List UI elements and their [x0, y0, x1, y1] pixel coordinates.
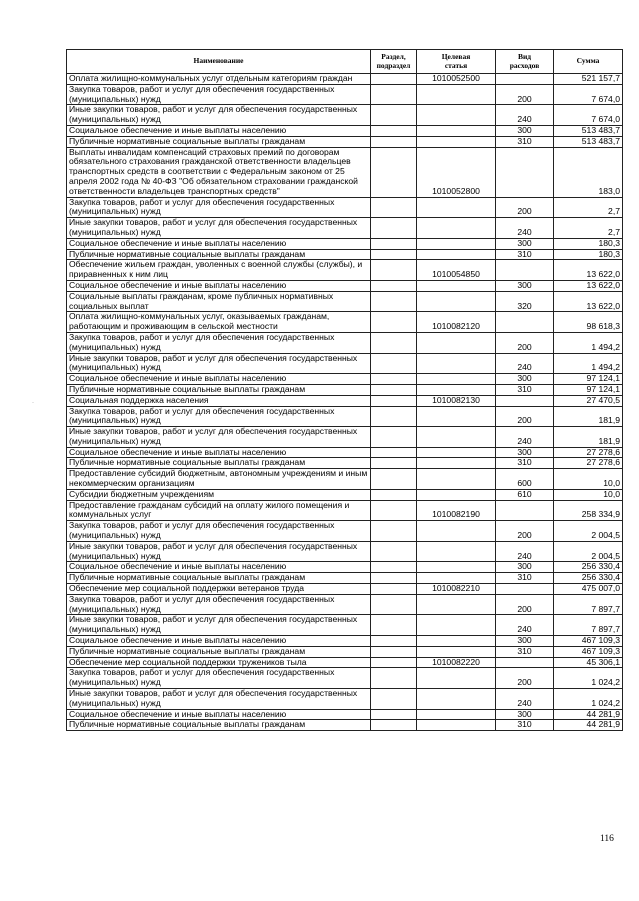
table-row	[67, 469, 623, 490]
row-kind: 200	[496, 668, 554, 689]
table-row	[67, 521, 623, 542]
row-kind: 240	[496, 353, 554, 374]
row-target	[417, 136, 496, 147]
table-row	[67, 458, 623, 469]
row-sum: 27 278,6	[554, 447, 623, 458]
row-sum: 2 004,5	[554, 521, 623, 542]
row-section	[371, 395, 417, 406]
row-target	[417, 668, 496, 689]
row-target	[417, 238, 496, 249]
row-section	[371, 332, 417, 353]
row-kind	[496, 312, 554, 333]
row-name: Обеспечение мер социальной поддержки тружеников тыла	[67, 657, 371, 668]
row-section	[371, 197, 417, 218]
row-name: Иные закупки товаров, работ и услуг для обеспечения государственных (муниципальных) нужд	[67, 541, 371, 562]
row-sum: 256 330,4	[554, 562, 623, 573]
table-row	[67, 594, 623, 615]
row-kind: 300	[496, 636, 554, 647]
table-row	[67, 136, 623, 147]
row-name: Предоставление гражданам субсидий на оплату жилого помещения и коммунальных услуг	[67, 500, 371, 521]
table-body	[67, 74, 623, 731]
row-section	[371, 594, 417, 615]
row-kind: 300	[496, 125, 554, 136]
row-sum: 97 124,1	[554, 384, 623, 395]
row-target	[417, 720, 496, 731]
row-name: Социальная поддержка населения	[67, 395, 371, 406]
row-sum: 2,7	[554, 218, 623, 239]
row-section	[371, 573, 417, 584]
row-sum: 1 024,2	[554, 668, 623, 689]
row-target	[417, 646, 496, 657]
row-kind: 240	[496, 541, 554, 562]
row-section	[371, 668, 417, 689]
table-row	[67, 406, 623, 427]
row-section	[371, 469, 417, 490]
row-name: Закупка товаров, работ и услуг для обеспечения государственных (муниципальных) нужд	[67, 197, 371, 218]
table-row	[67, 238, 623, 249]
row-sum: 513 483,7	[554, 125, 623, 136]
row-section	[371, 136, 417, 147]
table-row	[67, 657, 623, 668]
table-row	[67, 374, 623, 385]
row-kind: 300	[496, 374, 554, 385]
row-name: Закупка товаров, работ и услуг для обеспечения государственных (муниципальных) нужд	[67, 406, 371, 427]
table-row	[67, 720, 623, 731]
header-section: Раздел, подраздел	[371, 50, 417, 74]
budget-document	[66, 49, 622, 731]
row-section	[371, 657, 417, 668]
row-name: Социальные выплаты гражданам, кроме публичных нормативных социальных выплат	[67, 291, 371, 312]
row-target	[417, 636, 496, 647]
row-name: Оплата жилищно-коммунальных услуг отдельным категориям граждан	[67, 74, 371, 85]
row-sum: 181,9	[554, 406, 623, 427]
row-kind: 310	[496, 646, 554, 657]
row-kind: 200	[496, 594, 554, 615]
row-kind: 200	[496, 521, 554, 542]
row-target	[417, 384, 496, 395]
row-section	[371, 384, 417, 395]
row-sum: 27 278,6	[554, 458, 623, 469]
table-row	[67, 395, 623, 406]
row-sum: 1 024,2	[554, 689, 623, 710]
row-section	[371, 84, 417, 105]
row-sum: 475 007,0	[554, 584, 623, 595]
row-name: Иные закупки товаров, работ и услуг для обеспечения государственных (муниципальных) нужд	[67, 615, 371, 636]
row-name: Социальное обеспечение и иные выплаты населению	[67, 636, 371, 647]
row-name: Закупка товаров, работ и услуг для обеспечения государственных (муниципальных) нужд	[67, 521, 371, 542]
table-row	[67, 689, 623, 710]
row-section	[371, 353, 417, 374]
row-target	[417, 105, 496, 126]
row-section	[371, 249, 417, 260]
row-section	[371, 500, 417, 521]
row-kind: 300	[496, 238, 554, 249]
row-name: Публичные нормативные социальные выплаты гражданам	[67, 720, 371, 731]
row-kind: 240	[496, 427, 554, 448]
row-sum: 7 897,7	[554, 615, 623, 636]
row-name: Выплаты инвалидам компенсаций страховых премий по договорам обязательного страхования гражданской ответственности владельцев транспортных средств в соответствии с Федеральным законом от 25 апреля 2002 года № 40-ФЗ "Об обязательном страховании гражданской ответственности владельцев транспортных средств"	[67, 147, 371, 197]
table-row	[67, 125, 623, 136]
row-name: Публичные нормативные социальные выплаты гражданам	[67, 573, 371, 584]
budget-table	[66, 49, 623, 731]
row-target	[417, 406, 496, 427]
row-section	[371, 374, 417, 385]
row-name: Социальное обеспечение и иные выплаты населению	[67, 447, 371, 458]
table-row	[67, 332, 623, 353]
row-kind: 200	[496, 197, 554, 218]
table-row	[67, 573, 623, 584]
row-section	[371, 218, 417, 239]
table-row	[67, 218, 623, 239]
row-kind: 300	[496, 709, 554, 720]
row-sum: 44 281,9	[554, 709, 623, 720]
row-sum: 2 004,5	[554, 541, 623, 562]
table-row	[67, 709, 623, 720]
row-name: Публичные нормативные социальные выплаты гражданам	[67, 646, 371, 657]
row-name: Предоставление субсидий бюджетным, автономным учреждениям и иным некоммерческим организациям	[67, 469, 371, 490]
row-name: Публичные нормативные социальные выплаты гражданам	[67, 249, 371, 260]
row-name: Оплата жилищно-коммунальных услуг, оказываемых гражданам, работающим и проживающим в сельской местности	[67, 312, 371, 333]
table-row	[67, 197, 623, 218]
row-target	[417, 689, 496, 710]
table-row	[67, 584, 623, 595]
row-sum: 44 281,9	[554, 720, 623, 731]
header-name: Наименование	[67, 50, 371, 74]
row-kind: 310	[496, 573, 554, 584]
row-target	[417, 84, 496, 105]
row-target	[417, 521, 496, 542]
row-name: Социальное обеспечение и иные выплаты населению	[67, 125, 371, 136]
row-section	[371, 709, 417, 720]
table-row	[67, 500, 623, 521]
table-row	[67, 427, 623, 448]
row-section	[371, 238, 417, 249]
row-sum: 13 622,0	[554, 291, 623, 312]
row-sum: 27 470,5	[554, 395, 623, 406]
row-section	[371, 541, 417, 562]
row-target: 1010052500	[417, 74, 496, 85]
row-target: 1010082190	[417, 500, 496, 521]
table-row	[67, 280, 623, 291]
row-section	[371, 291, 417, 312]
row-kind: 310	[496, 136, 554, 147]
row-section	[371, 260, 417, 281]
table-row	[67, 353, 623, 374]
row-target	[417, 573, 496, 584]
row-sum: 256 330,4	[554, 573, 623, 584]
row-kind: 300	[496, 280, 554, 291]
row-kind: 310	[496, 384, 554, 395]
row-name: Социальное обеспечение и иные выплаты населению	[67, 709, 371, 720]
table-row	[67, 291, 623, 312]
row-section	[371, 74, 417, 85]
row-kind	[496, 260, 554, 281]
page-number: 116	[600, 834, 614, 844]
row-kind: 300	[496, 562, 554, 573]
row-sum: 10,0	[554, 489, 623, 500]
row-name: Социальное обеспечение и иные выплаты населению	[67, 562, 371, 573]
row-target	[417, 427, 496, 448]
row-sum: 181,9	[554, 427, 623, 448]
row-kind: 240	[496, 689, 554, 710]
row-target	[417, 594, 496, 615]
header-kind: Вид расходов	[496, 50, 554, 74]
table-row	[67, 105, 623, 126]
table-row	[67, 249, 623, 260]
row-section	[371, 562, 417, 573]
row-kind: 200	[496, 332, 554, 353]
row-name: Закупка товаров, работ и услуг для обеспечения государственных (муниципальных) нужд	[67, 84, 371, 105]
table-row	[67, 260, 623, 281]
row-section	[371, 636, 417, 647]
table-row	[67, 636, 623, 647]
header-target: Целевая статья	[417, 50, 496, 74]
row-name: Иные закупки товаров, работ и услуг для обеспечения государственных (муниципальных) нужд	[67, 218, 371, 239]
row-name: Закупка товаров, работ и услуг для обеспечения государственных (муниципальных) нужд	[67, 332, 371, 353]
row-target: 1010082210	[417, 584, 496, 595]
row-section	[371, 521, 417, 542]
row-kind: 200	[496, 84, 554, 105]
row-target	[417, 562, 496, 573]
table-header-row	[67, 50, 623, 74]
row-section	[371, 280, 417, 291]
row-section	[371, 689, 417, 710]
row-sum: 521 157,7	[554, 74, 623, 85]
row-name: Обеспечение мер социальной поддержки ветеранов труда	[67, 584, 371, 595]
margin-mark: ·	[32, 400, 34, 406]
table-row	[67, 74, 623, 85]
row-sum: 7 674,0	[554, 84, 623, 105]
row-sum: 13 622,0	[554, 280, 623, 291]
row-target	[417, 469, 496, 490]
table-row	[67, 84, 623, 105]
row-name: Публичные нормативные социальные выплаты гражданам	[67, 136, 371, 147]
row-target	[417, 489, 496, 500]
row-kind: 240	[496, 218, 554, 239]
row-target	[417, 218, 496, 239]
row-section	[371, 447, 417, 458]
row-section	[371, 147, 417, 197]
row-section	[371, 458, 417, 469]
table-row	[67, 668, 623, 689]
row-sum: 10,0	[554, 469, 623, 490]
row-section	[371, 312, 417, 333]
row-kind: 310	[496, 249, 554, 260]
row-target	[417, 332, 496, 353]
row-sum: 467 109,3	[554, 646, 623, 657]
row-name: Иные закупки товаров, работ и услуг для обеспечения государственных (муниципальных) нужд	[67, 105, 371, 126]
row-target	[417, 615, 496, 636]
row-kind	[496, 500, 554, 521]
row-name: Обеспечение жильем граждан, уволенных с военной службы (службы), и приравненных к ним лиц	[67, 260, 371, 281]
row-sum: 97 124,1	[554, 374, 623, 385]
table-row	[67, 615, 623, 636]
row-target	[417, 458, 496, 469]
row-target: 1010052800	[417, 147, 496, 197]
row-target	[417, 374, 496, 385]
row-section	[371, 720, 417, 731]
row-target	[417, 291, 496, 312]
row-section	[371, 584, 417, 595]
table-row	[67, 447, 623, 458]
row-name: Иные закупки товаров, работ и услуг для обеспечения государственных (муниципальных) нужд	[67, 689, 371, 710]
row-name: Социальное обеспечение и иные выплаты населению	[67, 280, 371, 291]
header-sum: Сумма	[554, 50, 623, 74]
row-section	[371, 105, 417, 126]
table-row	[67, 562, 623, 573]
row-target	[417, 197, 496, 218]
row-kind: 240	[496, 615, 554, 636]
row-kind: 600	[496, 469, 554, 490]
table-row	[67, 312, 623, 333]
row-sum: 1 494,2	[554, 332, 623, 353]
row-name: Социальное обеспечение и иные выплаты населению	[67, 374, 371, 385]
row-name: Публичные нормативные социальные выплаты гражданам	[67, 384, 371, 395]
table-row	[67, 384, 623, 395]
row-name: Закупка товаров, работ и услуг для обеспечения государственных (муниципальных) нужд	[67, 594, 371, 615]
row-sum: 13 622,0	[554, 260, 623, 281]
row-sum: 1 494,2	[554, 353, 623, 374]
row-kind	[496, 395, 554, 406]
row-sum: 258 334,9	[554, 500, 623, 521]
row-sum: 183,0	[554, 147, 623, 197]
row-name: Публичные нормативные социальные выплаты гражданам	[67, 458, 371, 469]
row-name: Закупка товаров, работ и услуг для обеспечения государственных (муниципальных) нужд	[67, 668, 371, 689]
row-section	[371, 406, 417, 427]
row-target	[417, 249, 496, 260]
row-target: 1010082130	[417, 395, 496, 406]
table-row	[67, 541, 623, 562]
row-kind	[496, 584, 554, 595]
row-sum: 513 483,7	[554, 136, 623, 147]
row-sum: 180,3	[554, 249, 623, 260]
row-sum: 180,3	[554, 238, 623, 249]
row-target: 1010082120	[417, 312, 496, 333]
row-kind	[496, 147, 554, 197]
row-kind: 310	[496, 720, 554, 731]
row-section	[371, 427, 417, 448]
row-kind	[496, 74, 554, 85]
row-section	[371, 615, 417, 636]
row-kind: 240	[496, 105, 554, 126]
row-name: Субсидии бюджетным учреждениям	[67, 489, 371, 500]
row-kind: 310	[496, 458, 554, 469]
row-sum: 467 109,3	[554, 636, 623, 647]
row-name: Иные закупки товаров, работ и услуг для обеспечения государственных (муниципальных) нужд	[67, 427, 371, 448]
row-sum: 98 618,3	[554, 312, 623, 333]
row-section	[371, 125, 417, 136]
row-target	[417, 541, 496, 562]
row-target	[417, 353, 496, 374]
row-section	[371, 489, 417, 500]
row-name: Иные закупки товаров, работ и услуг для обеспечения государственных (муниципальных) нужд	[67, 353, 371, 374]
row-sum: 45 306,1	[554, 657, 623, 668]
row-kind: 200	[496, 406, 554, 427]
row-target	[417, 125, 496, 136]
row-target: 1010082220	[417, 657, 496, 668]
table-row	[67, 147, 623, 197]
table-row	[67, 646, 623, 657]
row-kind: 610	[496, 489, 554, 500]
row-section	[371, 646, 417, 657]
row-target: 1010054850	[417, 260, 496, 281]
row-sum: 2,7	[554, 197, 623, 218]
row-name: Социальное обеспечение и иные выплаты населению	[67, 238, 371, 249]
table-row	[67, 489, 623, 500]
row-target	[417, 280, 496, 291]
row-sum: 7 674,0	[554, 105, 623, 126]
row-kind: 320	[496, 291, 554, 312]
row-target	[417, 709, 496, 720]
row-kind: 300	[496, 447, 554, 458]
row-target	[417, 447, 496, 458]
row-kind	[496, 657, 554, 668]
row-sum: 7 897,7	[554, 594, 623, 615]
